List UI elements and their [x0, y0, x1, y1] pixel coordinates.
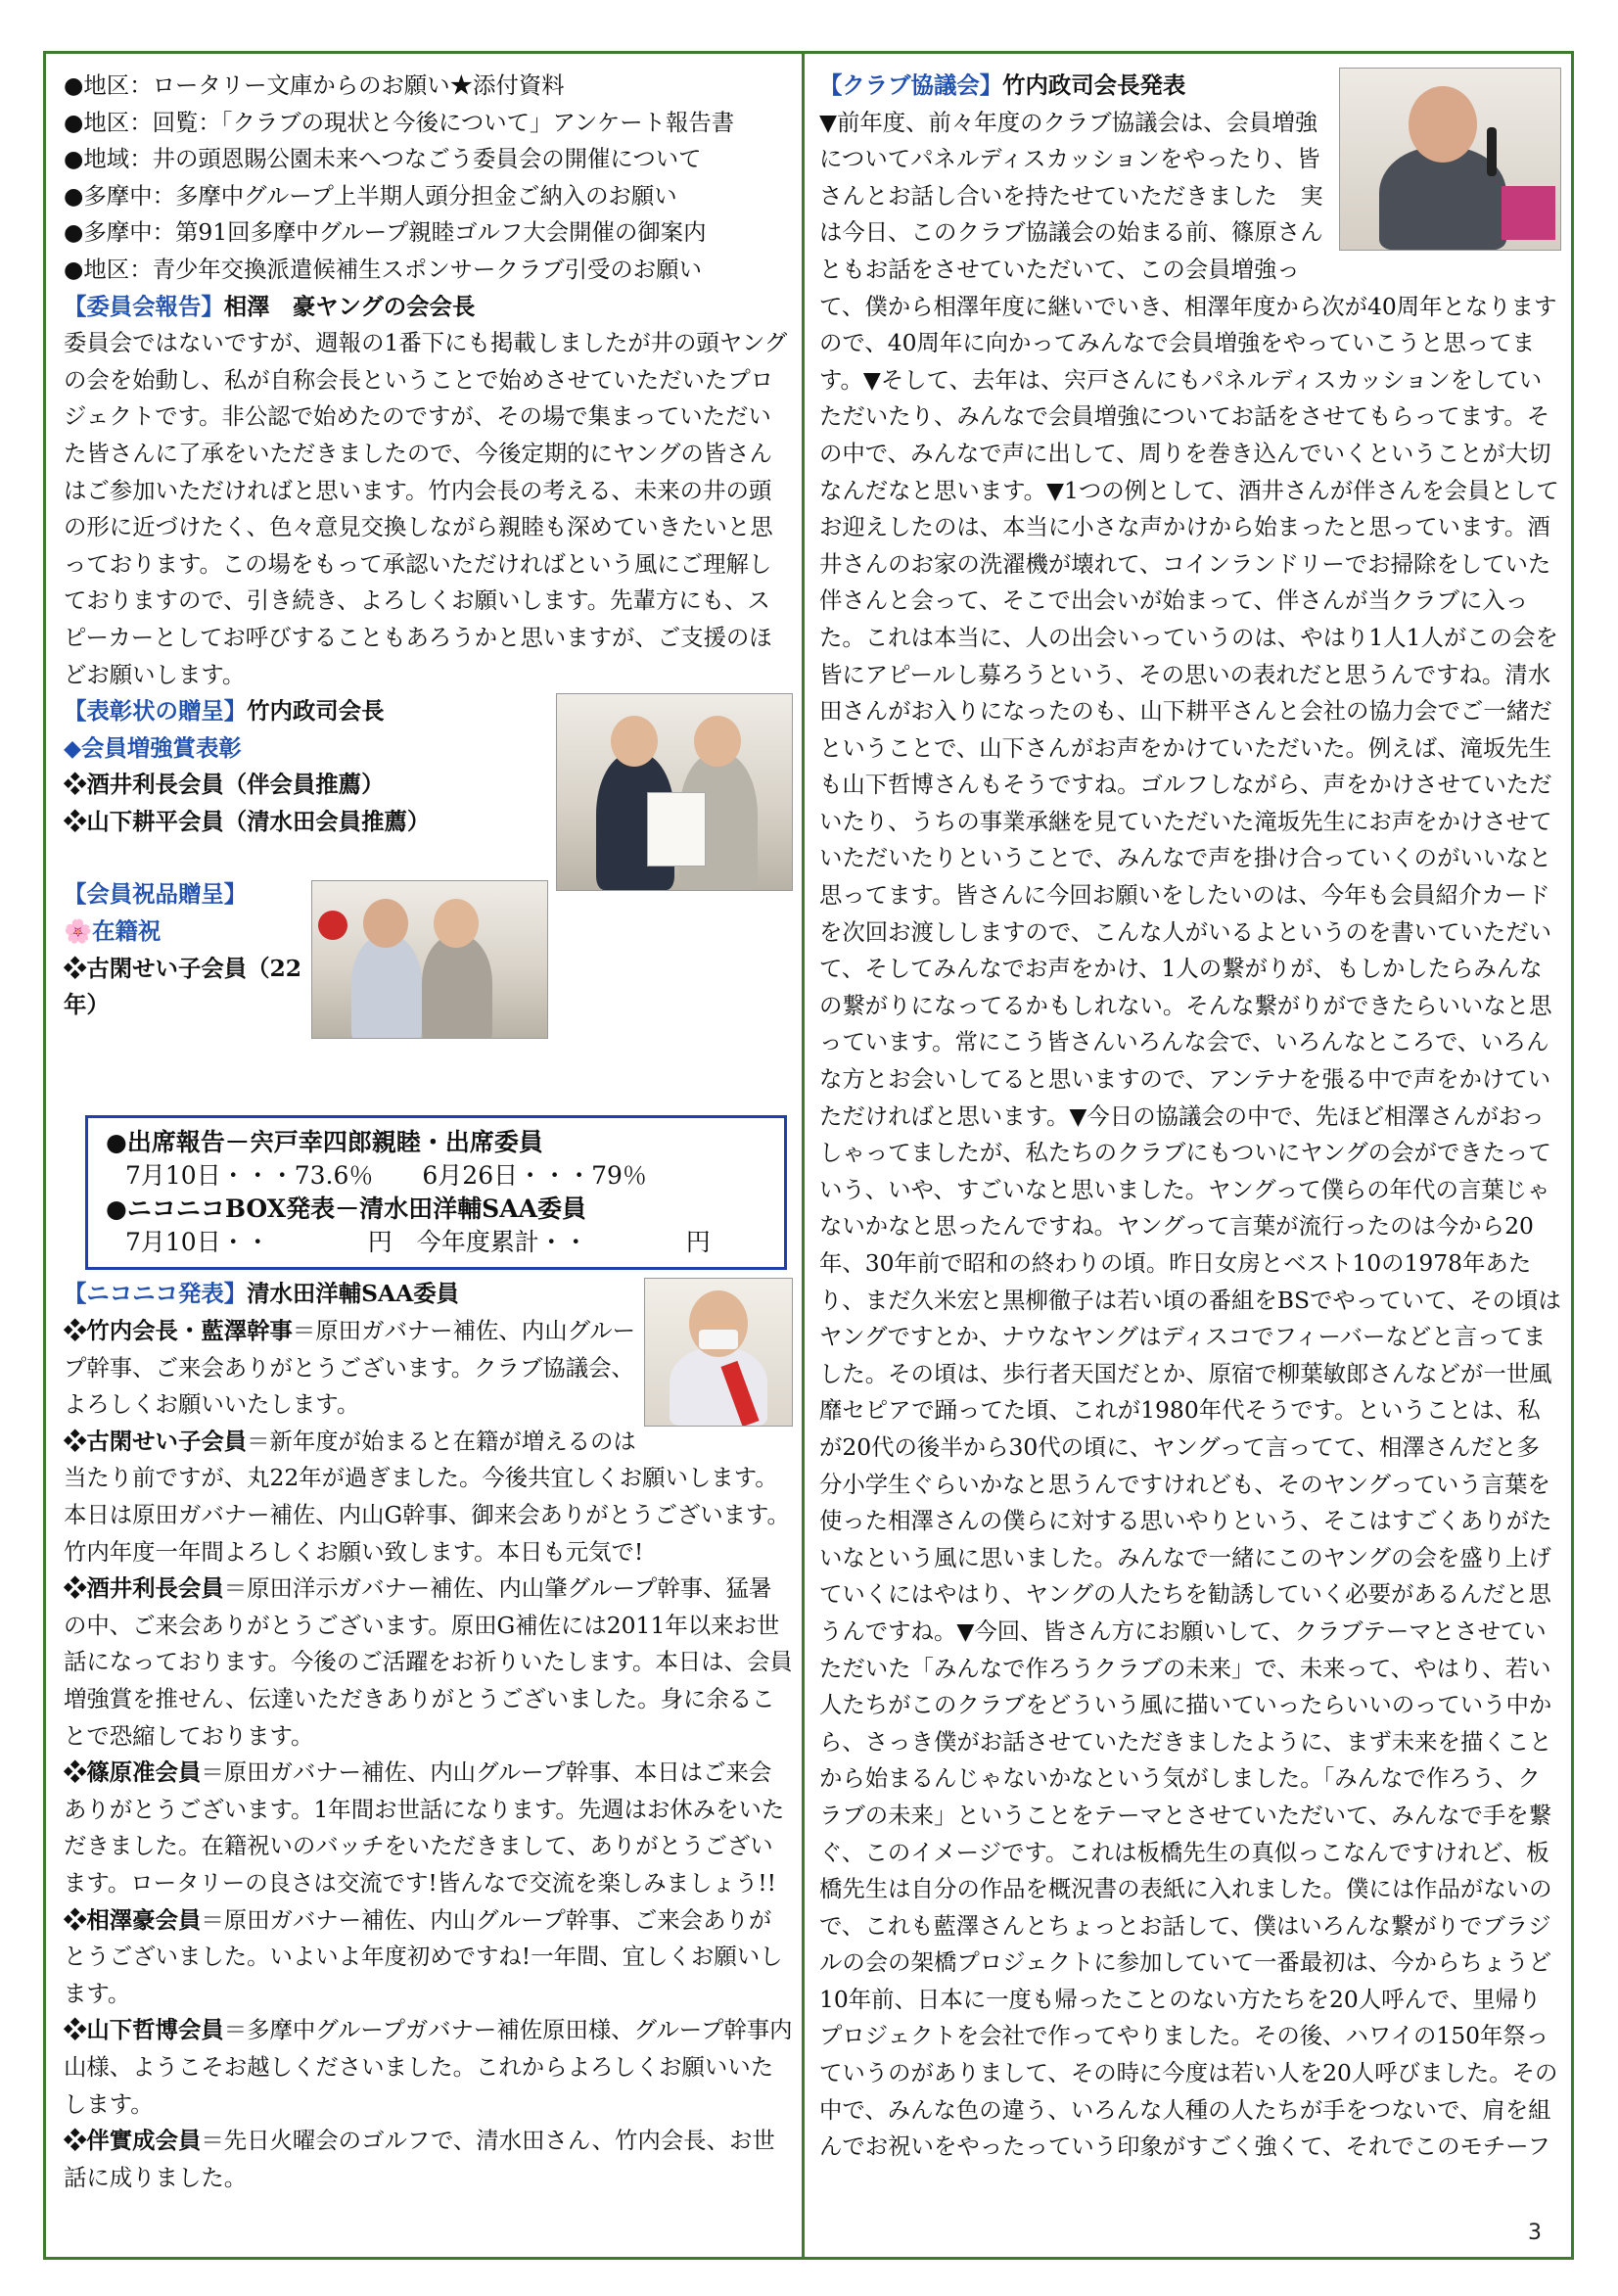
- committee-head: 【委員会報告】: [64, 292, 224, 320]
- niko-photo: [644, 1278, 793, 1427]
- award-item: ❖山下耕平会員（清水田会員推薦）: [64, 807, 431, 835]
- niko-entry: ❖酒井利長会員＝原田洋示ガバナー補佐、内山肇グループ幹事、猛暑の中、ご来会ありがとうございます。原田G補佐には2011年以来お世話になっております。今後のご活躍をお祈りいたします。本日は、会員増強賞を推せん、伝達いただきありがとうございました。身に余ることで恐縮しております。: [64, 1574, 793, 1750]
- notice-item: ●地区：ロータリー文庫からのお願い★添付資料: [64, 71, 565, 99]
- niko-box-line: ●ニコニコBOX発表－清水田洋輔SAA委員: [106, 1195, 586, 1224]
- award-speaker: 竹内政司会長: [247, 697, 385, 726]
- award-subheading: ◆会員増強賞表彰: [64, 733, 242, 762]
- committee-heading: [64, 289, 793, 326]
- newsletter-page: [43, 51, 1574, 2260]
- attendance-box: [85, 1115, 787, 1270]
- council-head: 【クラブ協議会】: [819, 71, 1003, 99]
- notice-list: [64, 68, 793, 289]
- gift-photo: [311, 880, 548, 1039]
- notice-item: ●地域：井の頭恩賜公園未来へつなごう委員会の開催について: [64, 145, 702, 173]
- notice-item: ●多摩中：多摩中グループ上半期人頭分担金ご納入のお願い: [64, 181, 677, 210]
- niko-box-figures: 7月10日・・ 円 今年度累計・・ 円: [125, 1228, 711, 1257]
- niko-speaker: 清水田洋輔SAA委員: [247, 1280, 460, 1308]
- niko-entry: ❖相澤豪会員＝原田ガバナー補佐、内山グループ幹事、ご来会ありがとうございました。いよいよ年度初めですね!一年間、宜しくお願いします。: [64, 1905, 783, 2007]
- committee-speaker: 相澤 豪ヤングの会会長: [223, 292, 476, 320]
- gift-heading: 【会員祝品贈呈】: [64, 880, 248, 909]
- gift-sub-label: 在籍祝: [92, 917, 162, 946]
- left-column: [64, 68, 793, 2196]
- award-head: 【表彰状の贈呈】: [64, 697, 248, 726]
- notice-item: ●多摩中：第91回多摩中グループ親睦ゴルフ大会開催の御案内: [64, 218, 707, 247]
- niko-head: 【ニコニコ発表】: [64, 1280, 248, 1308]
- attendance-line: ●出席報告－宍戸幸四郎親睦・出席委員: [106, 1128, 543, 1157]
- committee-body: 委員会ではないですが、週報の1番下にも掲載しましたが井の頭ヤングの会を始動し、私が自称会長ということで始めさせていただいたプロジェクトです。非公認で始めたのですが、その場で集まっていただいた皆さんに了承をいただきましたので、今後定期的にヤングの皆さんはご参加いただければと思います。竹内会長の考える、未来の井の頭の形に近づけたく、色々意見交換しながら親睦も深めていきたいと思っております。この場をもって承認いただければという風にご理解しておりますので、引き続き、よろしくお願いします。先輩方にも、スピーカーとしてお呼びすることもあろうかと思いますが、ご支援のほどお願いします。: [64, 329, 788, 688]
- niko-entry: ❖古閑せい子会員＝新年度が始まると在籍が増えるのは当たり前ですが、丸22年が過ぎました。今後共宜しくお願いします。本日は原田ガバナー補佐、内山G幹事、御来会ありがとうございます。竹内年度一年間よろしくお願い致します。本日も元気で!: [64, 1427, 790, 1566]
- council-body: ▼前年度、前々年度のクラブ協議会は、会員増強についてパネルディスカッションをやったり、皆さんとお話し合いを持たせていただきました 実は今日、このクラブ協議会の始まる前、篠原さんともお話をさせていただいて、この会員増強って、僕から相澤年度に継いでいき、相澤年度から次が40周年となりますので、40周年に向かってみんなで会員増強をやっていこうと思ってます。▼そして、去年は、宍戸さんにもパネルディスカッションをしていただいたり、みんなで会員増強についてお話をさせてもらってます。その中で、みんなで声に出して、周りを巻き込んでいくということが大切なんだなと思います。▼1つの例として、酒井さんが伴さんを会員としてお迎えしたのは、本当に小さな声かけから始まったと思っています。酒井さんのお家の洗濯機が壊れて、コインランドリーでお掃除をしていた伴さんと会って、そこで出会いが始まって、伴さんが当クラブに入った。これは本当に、人の出会いっていうのは、やはり1人1人がこの会を皆にアピールし募ろうという、その思いの表れだと思うんですね。清水田さんがお入りになったのも、山下耕平さんと会社の協力会でご一緒だということで、山下さんがお声をかけていただいた。例えば、滝坂先生も山下哲博さんもそうですね。ゴルフしながら、声をかけさせていただいたり、うちの事業承継を見ていただいた滝坂先生にお声をかけさせていただいたりということで、みんなで声を掛け合っていくのがいいなと思ってます。皆さんに今回お願いをしたいのは、今年も会員紹介カードを次回お渡ししますので、こんな人がいるよというのを書いていただいて、そしてみんなでお声をかけ、1人の繋がりが、もしかしたらみんなの繋がりになってるかもしれない。そんな繋がりができたらいいなと思っています。常にこう皆さんいろんな会で、いろんなところで、いろんな方とお会いしてると思いますので、アンテナを張る中で声をかけていただければと思います。▼今日の協議会の中で、先ほど相澤さんがおっしゃってましたが、私たちのクラブにもついにヤングの会ができたっていう、いや、すごいなと思いました。ヤングって僕らの年代の言葉じゃないかなと思ったんですね。ヤングって言葉が流行ったのは今から20年、30年前で昭和の終わりの頃。昨日女房とベスト10の1978年あたり、まだ久米宏と黒柳徹子は若い頃の番組をBSでやっていて、その頃はヤングですとか、ナウなヤングはディスコでフィーバーなどと言ってました。その頃は、歩行者天国だとか、原宿で柳葉敏郎さんなどが一世風靡セピアで踊ってた頃、これが1980年代そうです。ということは、私が20代の後半から30代の頃に、ヤングって言ってて、相澤さんだと多分小学生ぐらいかなと思うんですけれども、そのヤングっていう言葉を使った相澤さんの僕らに対する思いやりという、そこはすごくありがたいなという風に思いました。みんなで一緒にこのヤングの会を盛り上げていくにはやはり、ヤングの人たちを勧誘していく必要があるんだと思うんですね。▼今回、皆さん方にお願いして、クラブテーマとさせていただいた「みんなで作ろうクラブの未来」で、未来って、やはり、若い人たちがこのクラブをどういう風に描いていったらいいのっていう中から、さっき僕がお話させていただきましたように、まず未来を描くことから始まるんじゃないかなという気がしました。「みんなで作ろう、クラブの未来」ということをテーマとさせていただいて、みんなで手を繋ぐ、このイメージです。これは板橋先生の真似っこなんですけれど、板橋先生は自分の作品を概況書の表紙に入れました。僕には作品がないので、これも藍澤さんとちょっとお話して、僕はいろんな繋がりでブラジルの会の架橋プロジェクトに参加していて一番最初は、今からちょうど10年前、日本に一度も帰ったことのない方たちを20人呼んで、里帰りプロジェクトを会社で作ってやりました。その後、ハワイの150年祭っていうのがありまして、その時に今度は若い人を20人呼びました。その中で、みんな色の違う、いろんな人種の人たちが手をつないで、肩を組んでお祝いをやったっていう印象がすごく強くて、それでこのモチーフ: [819, 108, 1561, 2161]
- niko-entry: ❖伴實成会員＝先日火曜会のゴルフで、清水田さん、竹内会長、お世話に成りました。: [64, 2127, 775, 2191]
- council-speaker: 竹内政司会長発表: [1002, 71, 1186, 99]
- award-item: ❖酒井利長会員（伴会員推薦）: [64, 771, 385, 799]
- award-photo: [556, 693, 793, 891]
- niko-entry: ❖竹内会長・藍澤幹事＝原田ガバナー補佐、内山グループ幹事、ご来会ありがとうございます。クラブ協議会、よろしくお願いいたします。: [64, 1317, 636, 1419]
- flower-icon: 🌸: [64, 917, 93, 946]
- attendance-figures: 7月10日・・・73.6％ 6月26日・・・79％: [125, 1161, 647, 1191]
- notice-item: ●地区：回覧：「クラブの現状と今後について」アンケート報告書: [64, 108, 735, 136]
- niko-entry: ❖山下哲博会員＝多摩中グループガバナー補佐原田様、グループ幹事内山様、ようこそお越しくださいました。これからよろしくお願いいたします。: [64, 2016, 793, 2118]
- gift-item: ❖古閑せい子会員（22年）: [64, 954, 302, 1019]
- notice-item: ●地区：青少年交換派遣候補生スポンサークラブ引受のお願い: [64, 255, 702, 283]
- right-column: [819, 68, 1561, 2166]
- column-divider: [802, 54, 805, 2257]
- niko-entry: ❖篠原准会員＝原田ガバナー補佐、内山グループ幹事、本日はご来会ありがとうございます。1年間お世話になります。先週はお休みをいただきました。在籍祝いのバッチをいただきまして、ありがとうございます。ロータリーの良さは交流です!皆んなで交流を楽しみましょう!!: [64, 1758, 785, 1897]
- speaker-photo: [1339, 68, 1561, 251]
- page-number: 3: [1528, 2221, 1542, 2245]
